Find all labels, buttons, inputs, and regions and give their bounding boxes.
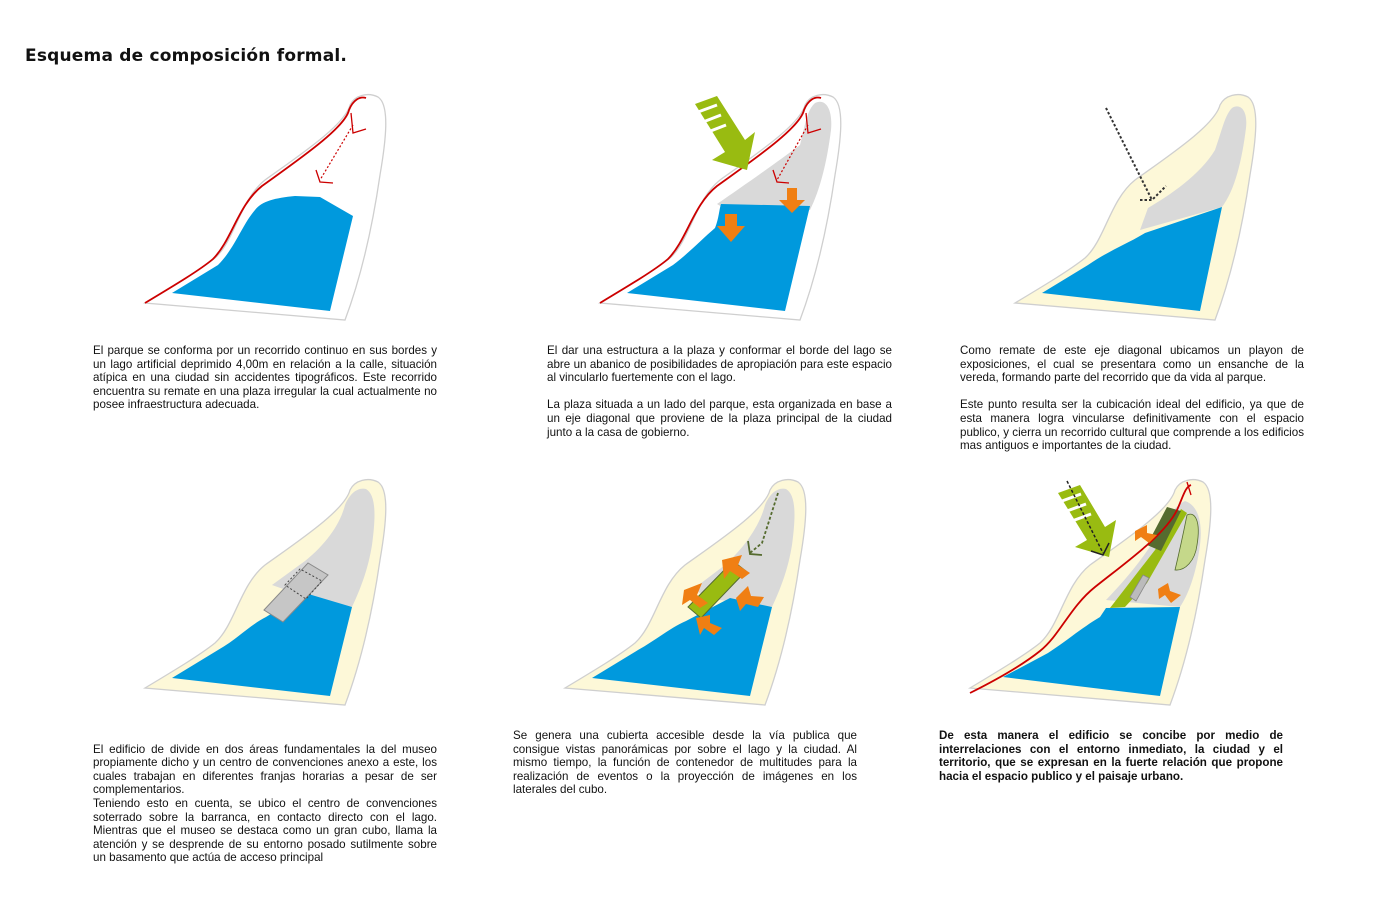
green-arrow-icon xyxy=(695,96,755,170)
caption-estructura-plaza xyxy=(547,344,892,439)
caption-remate-eje xyxy=(960,344,1304,453)
caption-dos-areas xyxy=(93,729,437,879)
caption-paragraph: Como remate de este eje diagonal ubicamos un playon de exposiciones, el cual se presentara como un ensanche de la vereda, formando parte del recorrido que da vida al parque. xyxy=(960,344,1304,385)
diagram-remate-eje xyxy=(870,0,1340,330)
caption-cubierta-accesible xyxy=(513,729,857,797)
caption-interrelaciones xyxy=(939,729,1283,783)
page-title: Esquema de composición formal. xyxy=(25,46,348,66)
lake-shape xyxy=(627,204,810,311)
caption-paragraph: El dar una estructura a la plaza y conformar el borde del lago se abre un abanico de posibilidades de apropiación para este espacio al vincularlo fuertemente con el lago. xyxy=(547,344,892,385)
caption-recorrido xyxy=(93,344,437,412)
caption-paragraph: El parque se conforma por un recorrido continuo en sus bordes y un lago artificial deprimido 4,00m en relación a la calle, situación atípica en una ciudad sin accidentes tipográficos. Este recorrido encuentra su remate en una plaza irregular la cual actualmente no posee infraestructura adecuada. xyxy=(93,344,437,412)
diagram-dos-areas xyxy=(0,385,460,715)
caption-paragraph: Se genera una cubierta accesible desde la vía publica que consigue vistas panorámicas por sobre el lago y la ciudad. Al mismo tiempo, la función de contenedor de multitudes para la realización de eventos o la proyección de imágenes en los laterales del cubo. xyxy=(513,729,857,797)
diagram-recorrido xyxy=(0,0,460,330)
caption-paragraph: Este punto resulta ser la cubicación ideal del edificio, ya que de esta manera logra vincularse definitivamente con el espacio publico, y cierra un recorrido cultural que comprende a los edificios mas antiguos e importantes de la ciudad. xyxy=(960,398,1304,453)
diagram-estructura-plaza xyxy=(455,0,915,330)
lake-shape xyxy=(172,196,353,311)
caption-paragraph: El edificio de divide en dos áreas fundamentales la del museo propiamente dicho y un centro de convenciones anexo a este, los cuales trabajan en diferentes franjas horarias a pesar de ser complementarios. Teniendo esto en cuenta, se ubico el centro de convenciones soterrado sobre la barranca, en contacto directo con el lago. Mientras que el museo se destaca como un gran cubo, llama la atención y se desprende de su entorno posado sutilmente sobre un basamento que actúa de acceso principal xyxy=(93,742,437,865)
caption-paragraph: De esta manera el edificio se concibe por medio de interrelaciones con el entorno inmediato, la ciudad y el territorio, que se expresan en la fuerte relación que propone hacia el espacio publico y el paisaje urbano. xyxy=(939,729,1283,783)
caption-paragraph: La plaza situada a un lado del parque, esta organizada en base a un eje diagonal que proviene de la plaza principal de la ciudad junto a la casa de gobierno. xyxy=(547,398,892,439)
